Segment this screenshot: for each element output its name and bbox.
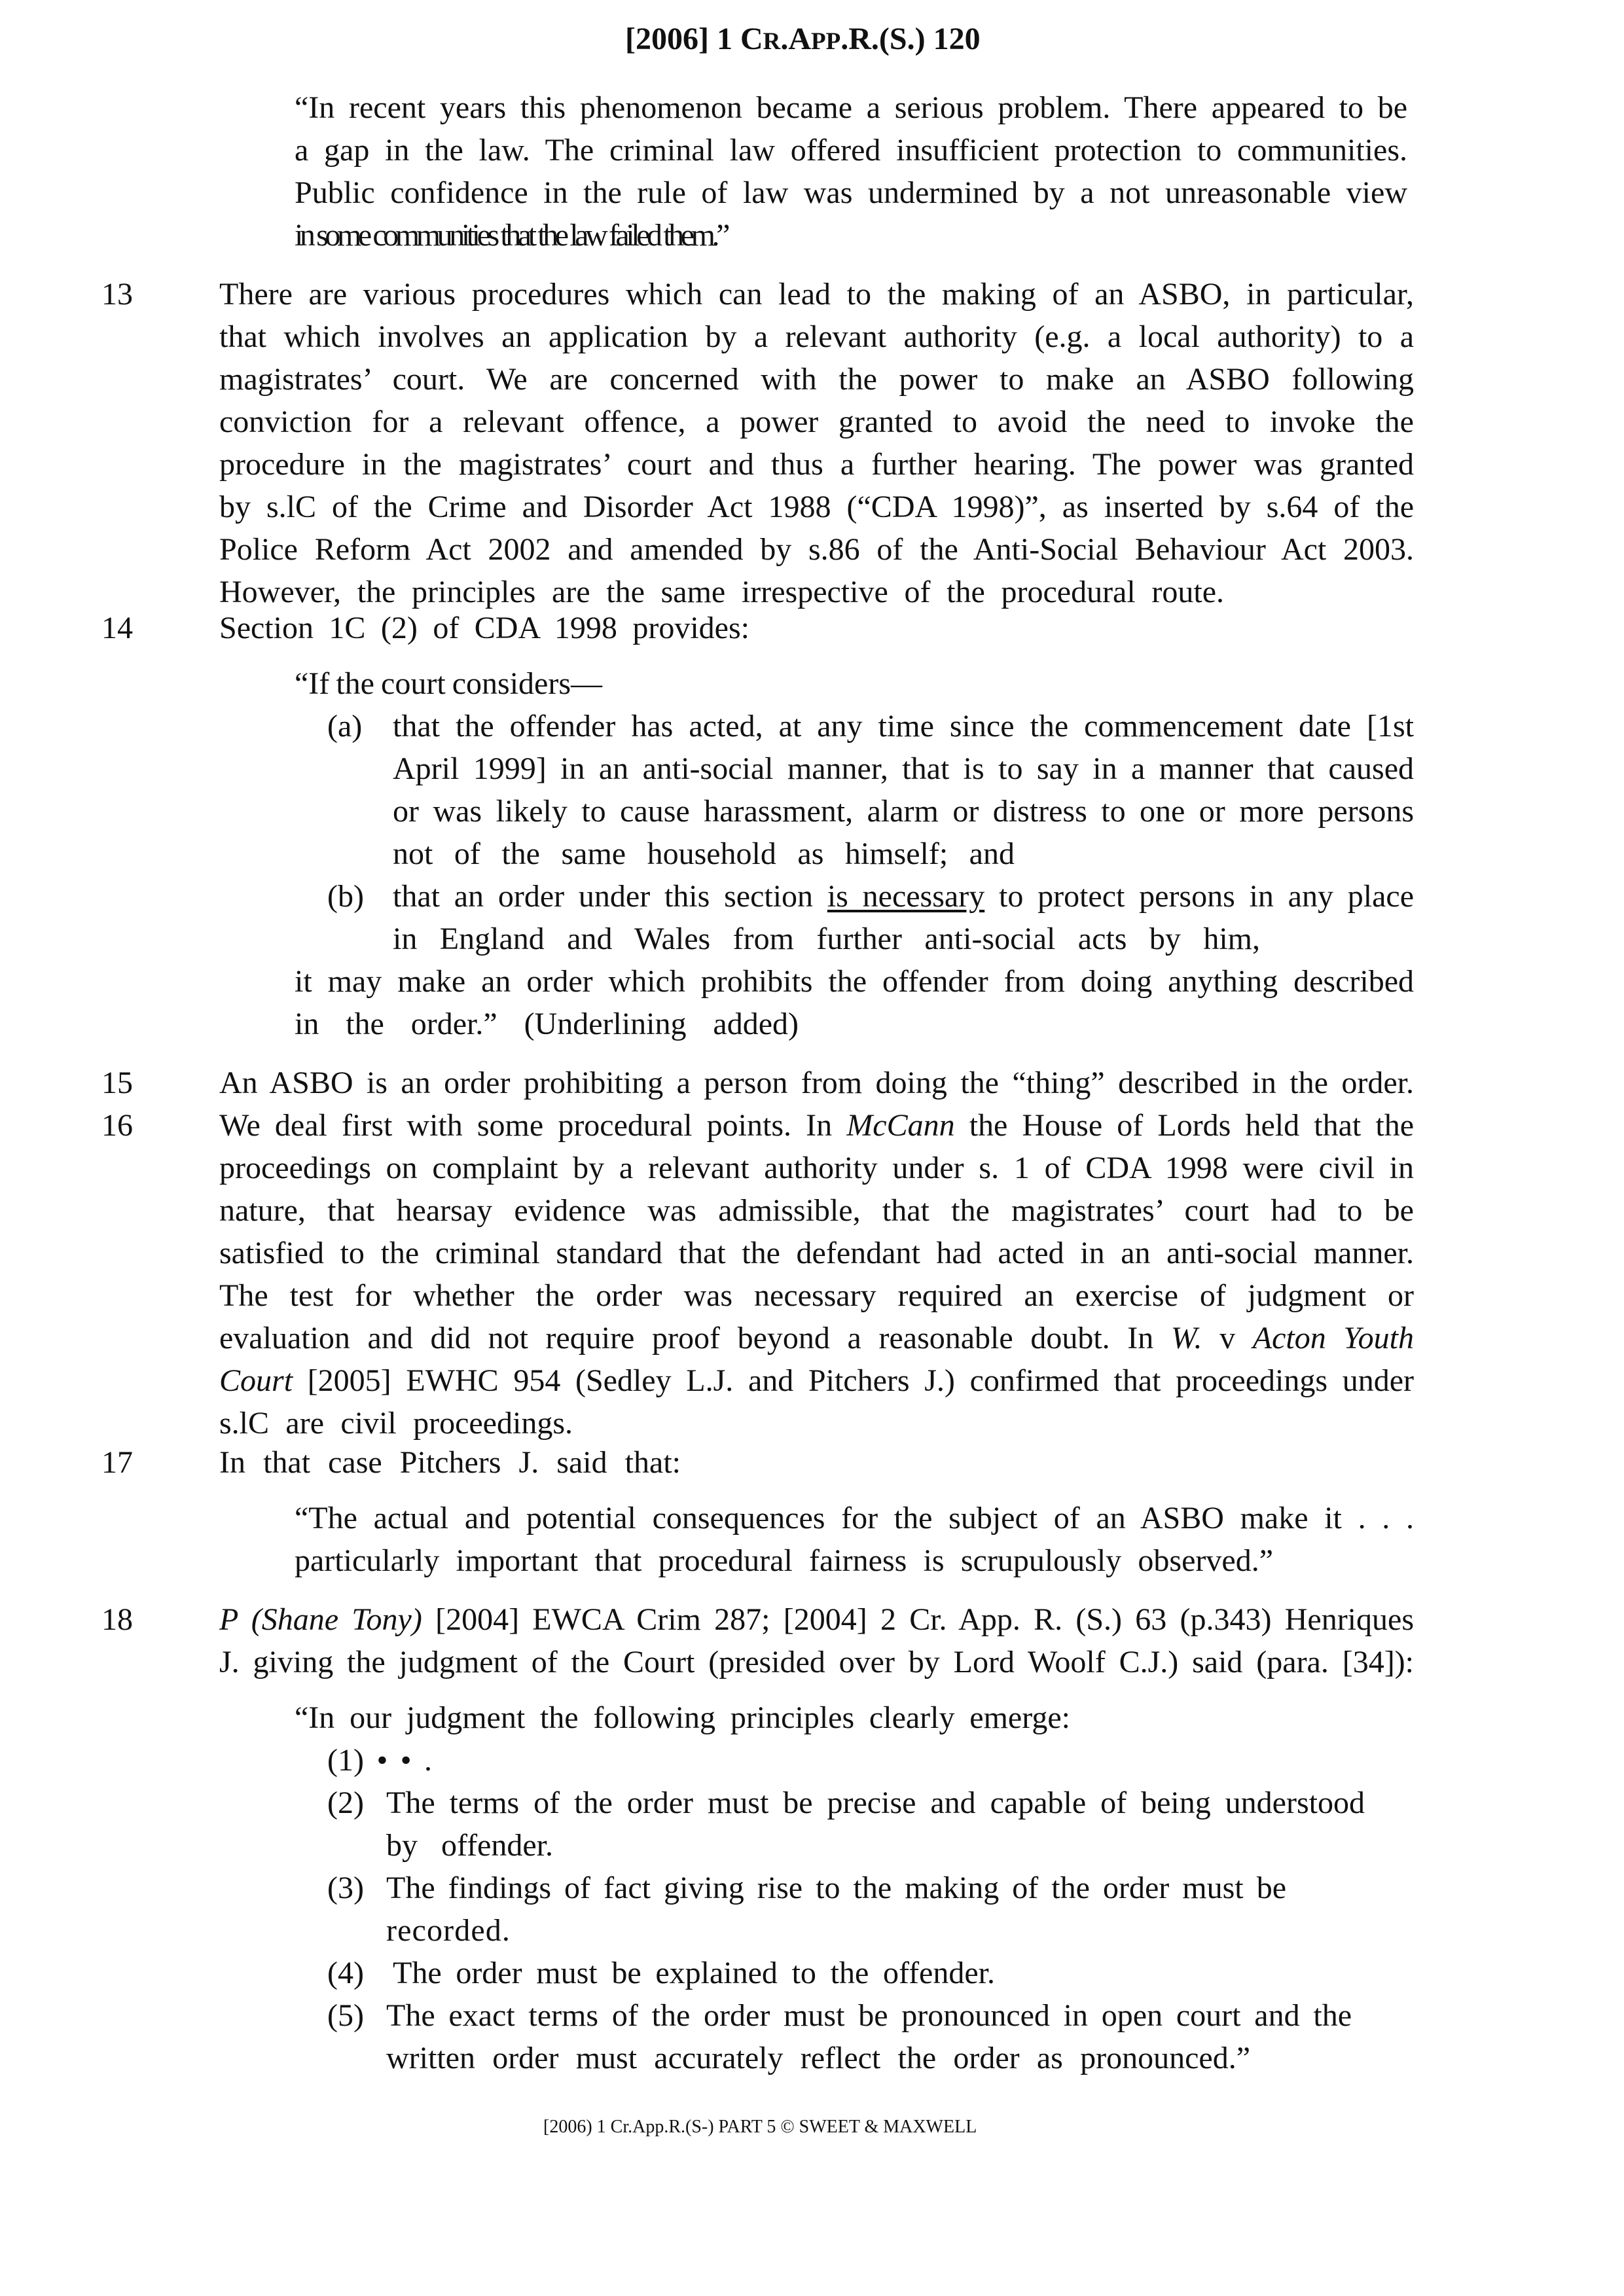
case-name: W.	[1170, 1321, 1202, 1355]
statute-item-a-line: that the offender has acted, at any time since the commencement date [1st	[393, 709, 1414, 744]
paragraph-number: 17	[101, 1445, 133, 1480]
statute-item-a-line: not of the same household as himself; and	[393, 836, 1015, 871]
case-name: Acton Youth	[1252, 1321, 1415, 1355]
principle-label: (5)	[327, 1998, 364, 2033]
paragraph-13-line: conviction for a relevant offence, a power granted to avoid the need to invoke the	[219, 404, 1414, 439]
paragraph-13-line: There are various procedures which can lead to the making of an ASBO, in particular,	[219, 277, 1414, 312]
paragraph-16-line: satisfied to the criminal standard that the defendant had acted in an anti-social manner.	[219, 1236, 1414, 1270]
quote-line: “In recent years this phenomenon became a serious problem. There appeared to be	[295, 90, 1407, 125]
principles-intro: “In our judgment the following principles clearly emerge:	[295, 1700, 1070, 1735]
quote-line: particularly important that procedural fairness is scrupulously observed.”	[295, 1543, 1273, 1578]
principle-item-2: The terms of the order must be precise and capable of being understood	[386, 1785, 1365, 1820]
statute-closing-line: it may make an order which prohibits the offender from doing anything described	[295, 964, 1414, 999]
paragraph-16-line: evaluation and did not require proof beyond a reasonable doubt. In W. v Acton Youth	[219, 1321, 1415, 1355]
principle-item-1: (1) • • .	[327, 1743, 432, 1778]
header-citation-smallcaps: PP	[811, 28, 841, 55]
paragraph-16-line: nature, that hearsay evidence was admissible, that the magistrates’ court had to be	[219, 1193, 1414, 1228]
quote-line: Public confidence in the rule of law was undermined by a not unreasonable view	[295, 175, 1407, 210]
page-footer: [2006) 1 Cr.App.R.(S-) PART 5 © SWEET & MAXWELL	[543, 2117, 977, 2137]
paragraph-13-line: procedure in the magistrates’ court and thus a further hearing. The power was granted	[219, 447, 1414, 482]
principle-label: (4)	[327, 1956, 364, 1990]
paragraph-13-line: magistrates’ court. We are concerned with the power to make an ASBO following	[219, 362, 1414, 397]
paragraph-16-line: s.lC are civil proceedings.	[219, 1406, 573, 1441]
header-citation-part: .A	[780, 22, 812, 56]
paragraph-16-line: We deal first with some procedural points. In McCann the House of Lords held that the	[219, 1108, 1415, 1143]
statute-item-a-line: April 1999] in an anti-social manner, that is to say in a manner that caused	[393, 751, 1414, 786]
principle-label: (2)	[327, 1785, 364, 1820]
header-citation-part: [2006] 1 C	[625, 22, 763, 56]
paragraph-13-line: However, the principles are the same irrespective of the procedural route.	[219, 575, 1224, 609]
case-name: McCann	[846, 1108, 955, 1143]
case-name: Court	[219, 1363, 293, 1398]
paragraph-number: 15	[101, 1066, 133, 1100]
paragraph-13-line: Police Reform Act 2002 and amended by s.86 of the Anti-Social Behaviour Act 2003.	[219, 532, 1414, 567]
paragraph-number: 13	[101, 277, 133, 312]
paragraph-14-line: Section 1C (2) of CDA 1998 provides:	[219, 611, 749, 645]
paragraph-16-line: The test for whether the order was necessary required an exercise of judgment or	[219, 1278, 1414, 1313]
quote-line: a gap in the law. The criminal law offered insufficient protection to communities.	[295, 133, 1407, 168]
principle-item-5: The exact terms of the order must be pronounced in open court and the	[386, 1998, 1352, 2033]
quote-line: “The actual and potential consequences for the subject of an ASBO make it . . .	[295, 1501, 1414, 1535]
principle-item-3: recorded.	[386, 1913, 511, 1948]
paragraph-18-line: P (Shane Tony) [2004] EWCA Crim 287; [2004] 2 Cr. App. R. (S.) 63 (p.343) Henriques	[219, 1602, 1414, 1637]
statute-item-label: (b)	[327, 879, 364, 914]
paragraph-16-line: Court [2005] EWHC 954 (Sedley L.J. and Pitchers J.) confirmed that proceedings under	[219, 1363, 1414, 1398]
paragraph-15-line: An ASBO is an order prohibiting a person from doing the “thing” described in the order.	[219, 1066, 1414, 1100]
principle-label: (3)	[327, 1871, 364, 1905]
header-page-number: .R.(S.) 120	[840, 22, 981, 56]
principle-item-5: written order must accurately reflect the order as pronounced.”	[386, 2041, 1250, 2075]
statute-item-b-line: that an order under this section is necessary to protect persons in any place	[393, 879, 1415, 914]
paragraph-17-line: In that case Pitchers J. said that:	[219, 1445, 681, 1480]
paragraph-13-line: that which involves an application by a relevant authority (e.g. a local authority) to a	[219, 319, 1414, 354]
case-name: P (Shane Tony)	[219, 1602, 422, 1637]
principle-item-4: The order must be explained to the offender.	[393, 1956, 995, 1990]
principle-item-2: by offender.	[386, 1828, 553, 1863]
statute-item-a-line: or was likely to cause harassment, alarm or distress to one or more persons	[393, 794, 1414, 829]
paragraph-number: 14	[101, 611, 133, 645]
running-header	[625, 20, 981, 62]
paragraph-number: 16	[101, 1108, 133, 1143]
underlined-phrase: is necessary	[827, 879, 985, 914]
quote-line: in some communities that the law failed them.”	[295, 218, 727, 253]
paragraph-16-line: proceedings on complaint by a relevant authority under s. 1 of CDA 1998 were civil in	[219, 1151, 1414, 1185]
statute-item-label: (a)	[327, 709, 363, 744]
header-citation-smallcaps: R	[763, 28, 781, 55]
statute-intro: “If the court considers—	[295, 666, 602, 701]
statute-closing-line: in the order.” (Underlining added)	[295, 1007, 799, 1041]
paragraph-13-line: by s.lC of the Crime and Disorder Act 1988 (“CDA 1998)”, as inserted by s.64 of the	[219, 490, 1414, 524]
paragraph-number: 18	[101, 1602, 133, 1637]
paragraph-18-line: J. giving the judgment of the Court (presided over by Lord Woolf C.J.) said (para. [34]):	[219, 1645, 1414, 1679]
principle-item-3: The findings of fact giving rise to the making of the order must be	[386, 1871, 1286, 1905]
statute-item-b-line: in England and Wales from further anti-social acts by him,	[393, 922, 1260, 956]
